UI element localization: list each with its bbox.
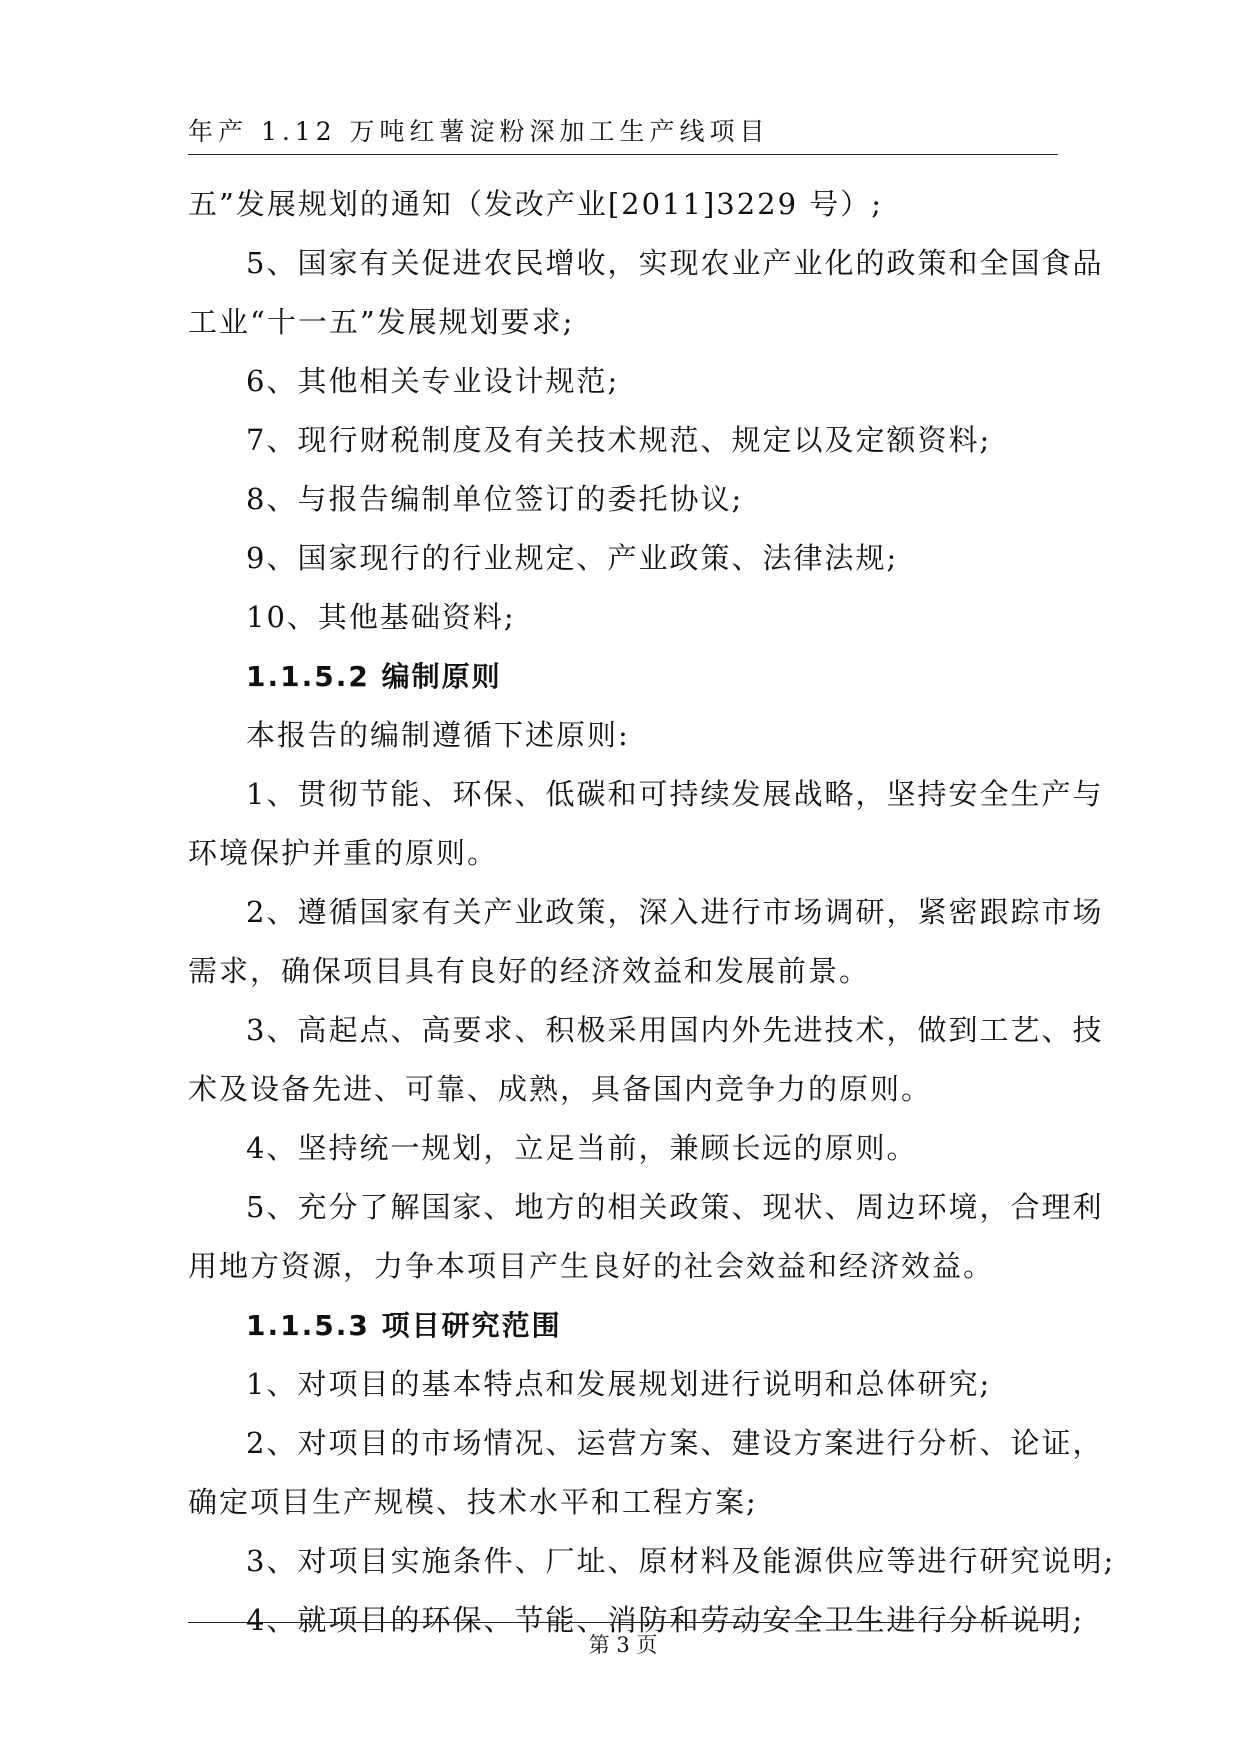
paragraph-line: 6、其他相关专业设计规范;: [246, 364, 620, 398]
paragraph-line: 5、充分了解国家、地方的相关政策、现状、周边环境，合理利: [246, 1190, 1104, 1224]
section-heading-1-1-5-3: 1.1.5.3 项目研究范围: [246, 1309, 562, 1342]
paragraph-line: 5、国家有关促进农民增收，实现农业产业化的政策和全国食品: [246, 246, 1104, 280]
paragraph-line: 10、其他基础资料;: [246, 600, 516, 634]
paragraph-line: 4、就项目的环保、节能、消防和劳动安全卫生进行分析说明;: [246, 1603, 1085, 1637]
paragraph-line: 1、对项目的基本特点和发展规划进行说明和总体研究;: [246, 1367, 992, 1401]
paragraph-line: 1、贯彻节能、环保、低碳和可持续发展战略，坚持安全生产与: [246, 777, 1104, 811]
paragraph-line: 2、遵循国家有关产业政策，深入进行市场调研，紧密跟踪市场: [246, 895, 1104, 929]
paragraph-line: 术及设备先进、可靠、成熟，具备国内竞争力的原则。: [188, 1072, 933, 1106]
paragraph-line: 2、对项目的市场情况、运营方案、建设方案进行分析、论证，: [246, 1426, 1104, 1460]
paragraph-line: 7、现行财税制度及有关技术规范、规定以及定额资料;: [246, 423, 992, 457]
paragraph-line: 用地方资源，力争本项目产生良好的社会效益和经济效益。: [188, 1249, 995, 1283]
paragraph-line: 本报告的编制遵循下述原则:: [246, 718, 630, 752]
paragraph-line: 4、坚持统一规划，立足当前，兼顾长远的原则。: [246, 1131, 918, 1165]
paragraph-line: 需求，确保项目具有良好的经济效益和发展前景。: [188, 954, 871, 988]
paragraph-line: 8、与报告编制单位签订的委托协议;: [246, 482, 744, 516]
paragraph-line: 3、对项目实施条件、厂址、原材料及能源供应等进行研究说明;: [246, 1544, 1116, 1578]
footer-divider: [188, 1622, 1058, 1623]
header-divider: [188, 154, 1058, 155]
running-header: 年产 1.12 万吨红薯淀粉深加工生产线项目: [188, 117, 770, 146]
paragraph-line: 9、国家现行的行业规定、产业政策、法律法规;: [246, 541, 899, 575]
section-heading-1-1-5-2: 1.1.5.2 编制原则: [246, 660, 502, 693]
document-body: [188, 175, 1116, 1650]
paragraph-line: 五”发展规划的通知（发改产业[2011]3229 号）;: [188, 187, 884, 221]
paragraph-line: 环境保护并重的原则。: [188, 836, 499, 870]
paragraph-line: 确定项目生产规模、技术水平和工程方案;: [188, 1485, 758, 1519]
paragraph-line: 工业“十一五”发展规划要求;: [188, 305, 575, 339]
page-number: 第 3 页: [588, 1633, 658, 1657]
paragraph-line: 3、高起点、高要求、积极采用国内外先进技术，做到工艺、技: [246, 1013, 1104, 1047]
